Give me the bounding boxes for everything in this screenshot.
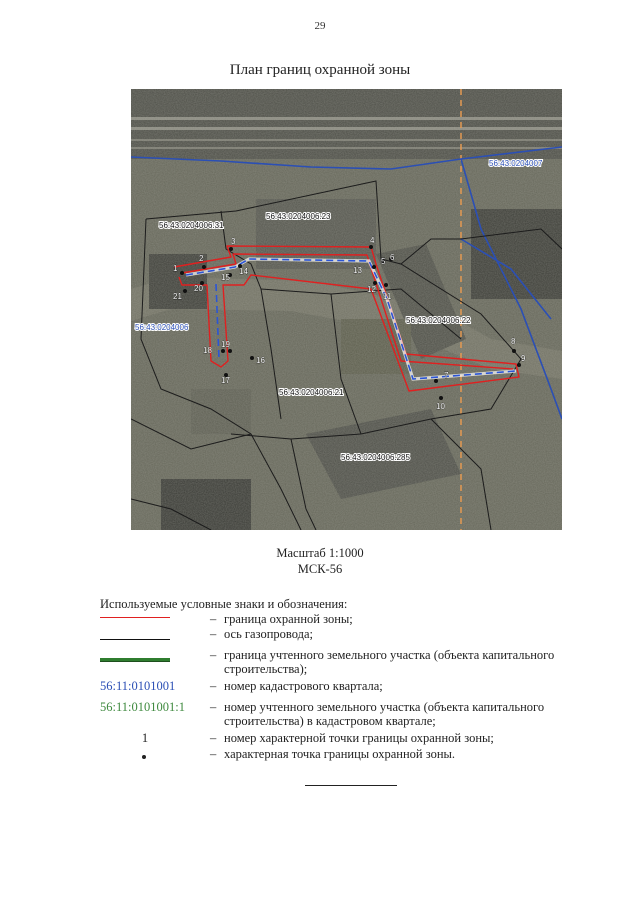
scale-block <box>0 545 640 577</box>
point-label: 5 <box>381 257 386 266</box>
parcel-label: 56:43:0204006:22 <box>406 316 471 325</box>
point-label: 20 <box>194 284 203 293</box>
legend-desc: ось газопровода; <box>224 627 314 641</box>
block-label: 56:43:0204007 <box>489 159 543 168</box>
point-label: 21 <box>173 292 182 301</box>
legend-desc: номер характерной точки границы охранной зоны; <box>224 731 494 745</box>
legend-desc: номер учтенного земельного участка (объекта капитального строительства) в кадастровом квартале; <box>224 700 545 728</box>
legend-desc: граница учтенного земельного участка (объекта капитального строительства); <box>224 648 555 676</box>
parcel-label: 56:43:0204006:21 <box>279 388 344 397</box>
point-label: 13 <box>353 266 362 275</box>
signature-line <box>305 785 397 786</box>
scale-text: Масштаб 1:1000 <box>276 546 364 560</box>
point-label: 4 <box>370 236 375 245</box>
point-label: 14 <box>239 267 248 276</box>
point-label: 19 <box>221 340 230 349</box>
parcel-number-symbol: 56:11:0101001:1 <box>100 700 185 714</box>
legend-dash: – <box>210 612 217 626</box>
legend-dash: – <box>210 747 217 761</box>
legend-dash: – <box>210 627 217 641</box>
legend-desc: характерная точка границы охранной зоны. <box>224 747 456 761</box>
block-number-symbol: 56:11:0101001 <box>100 679 176 693</box>
point-label: 12 <box>367 285 376 294</box>
legend-dash: – <box>210 679 217 693</box>
legend-dash: – <box>210 648 217 662</box>
point-label: 1 <box>173 264 178 273</box>
point-label: 16 <box>256 356 265 365</box>
parcel-label: 56:43:0204006:285 <box>341 453 410 462</box>
point-label: 15 <box>221 273 230 282</box>
coord-system: МСК-56 <box>297 562 343 576</box>
aerial-map <box>131 89 562 530</box>
parcel-label: 56:43:0204006:31 <box>159 221 224 230</box>
point-label: 10 <box>436 402 445 411</box>
page-number: 29 <box>314 20 326 32</box>
point-label: 3 <box>231 237 236 246</box>
page-title: План границ охранной зоны <box>229 62 411 78</box>
legend-heading: Используемые условные знаки и обозначения: <box>100 597 348 611</box>
legend-dash: – <box>210 700 217 714</box>
legend-dash: – <box>210 731 217 745</box>
point-label: 8 <box>511 337 516 346</box>
legend-desc: номер кадастрового квартала; <box>224 679 383 693</box>
point-label: 6 <box>390 253 395 262</box>
point-label: 18 <box>203 346 212 355</box>
point-label: 2 <box>199 254 204 263</box>
block-label: 56:43:0204006 <box>135 323 189 332</box>
point-label: 9 <box>521 354 526 363</box>
parcel-label: 56:43:0204006:23 <box>266 212 331 221</box>
point-label: 7 <box>444 371 449 380</box>
point-label: 17 <box>221 376 230 385</box>
point-dot-symbol <box>142 755 146 759</box>
point-number-symbol: 1 <box>141 731 149 745</box>
point-label: 11 <box>383 292 392 301</box>
legend-desc: граница охранной зоны; <box>224 612 353 626</box>
